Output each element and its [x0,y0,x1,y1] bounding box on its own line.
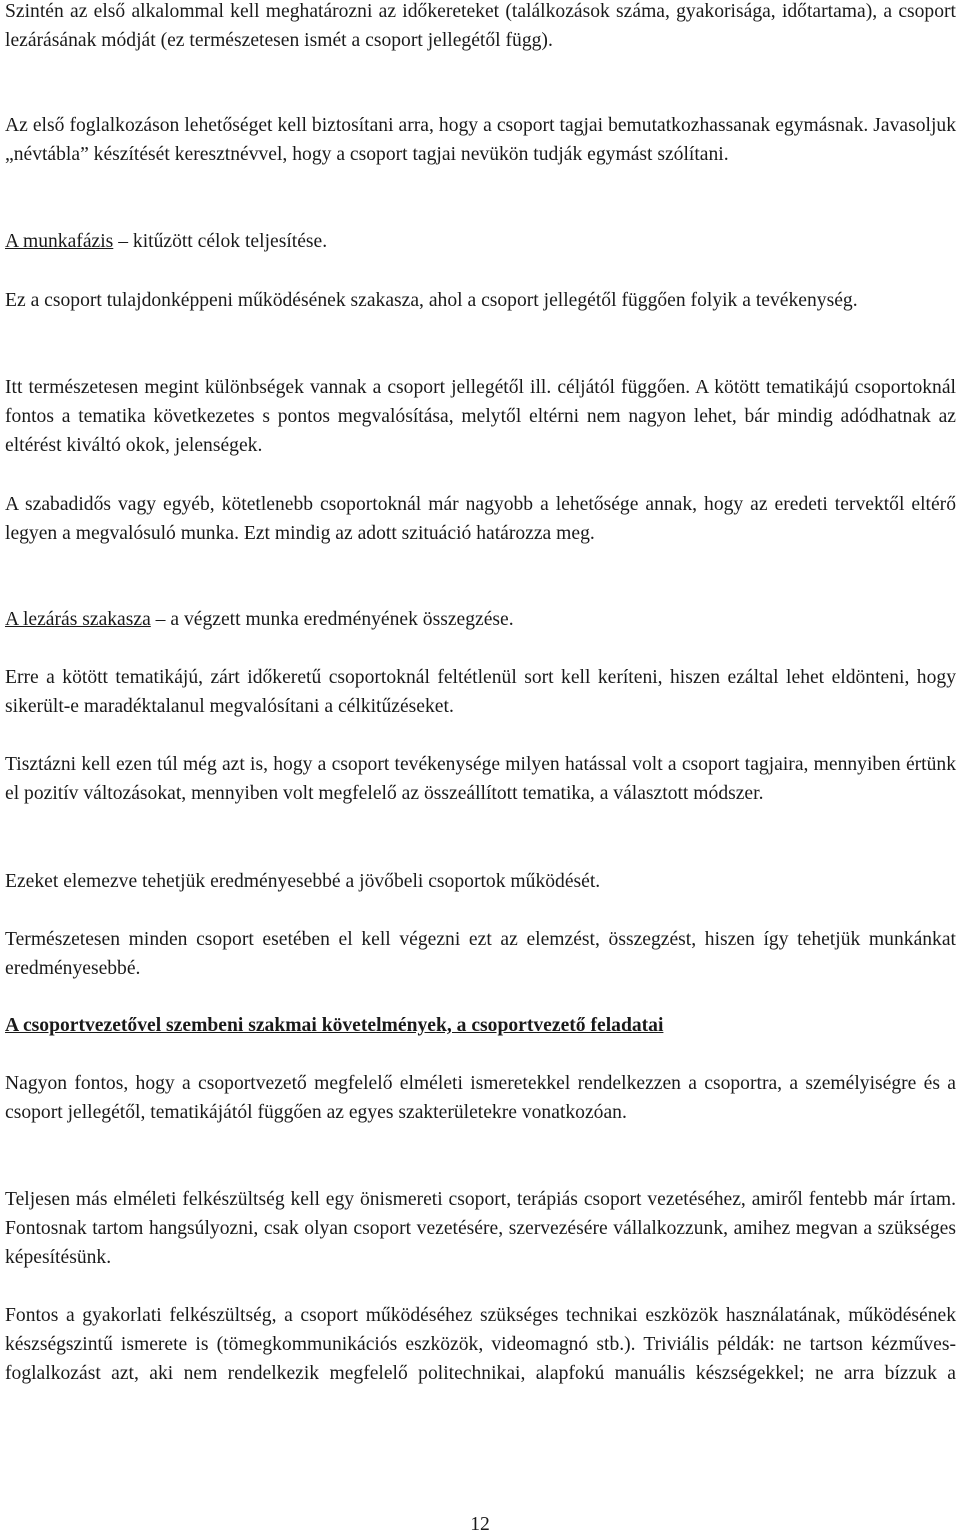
paragraph-theory: Nagyon fontos, hogy a csoportvezető megfelelő elméleti ismeretekkel rendelkezzen a csoportra, a személyiségre és a csoport jellegétől, tematikájától függően az egyes szakterületekre vonatkozóan. [5,1073,956,1123]
paragraph-time-frames: Szintén az első alkalommal kell meghatározni az időkereteket (találkozások száma, gyakorisága, időtartama), a csoport lezárásának módját (ez természetesen ismét a csoport jellegétől függ). [5,1,956,51]
paragraph-closing-phase-title [5,605,956,634]
work-phase-desc: – kitűzött célok teljesítése. [113,231,328,252]
work-phase-label: A munkafázis [5,231,114,252]
paragraph-clarify: Tisztázni kell ezen túl még azt is, hogy a csoport tevékenysége milyen hatással volt a csoport tagjaira, mennyiben értünk el pozitív változásokat, mennyiben volt megfelelő az összeállított tematika, a választott módszer. [5,754,956,804]
closing-phase-desc: – a végzett munka eredményének összegzése. [150,609,514,630]
page-number: 12 [470,1514,490,1535]
paragraph-every-group: Természetesen minden csoport esetében el kell végezni ezt az elemzést, összegzést, hiszen így tehetjük munkánkat eredményesebbé. [5,929,956,979]
paragraph-group-operation: Ez a csoport tulajdonképpeni működésének szakasza, ahol a csoport jellegétől függően folyik a tevékenység. [5,290,858,311]
paragraph-first-session: Az első foglalkozáson lehetőséget kell biztosítani arra, hogy a csoport tagjai bemutatkozhassanak egymásnak. Javasoljuk „névtábla” készítését keresztnévvel, hogy a csoport tagjai nevükön tudják egymást szólítani. [5,115,956,165]
section-heading: A csoportvezetővel szembeni szakmai követelmények, a csoportvezető feladatai [5,1015,664,1036]
paragraph-self-knowledge: Teljesen más elméleti felkészültség kell egy önismereti csoport, terápiás csoport vezetéséhez, amiről fentebb már írtam. Fontosnak tartom hangsúlyozni, csak olyan csoport vezetésére, szervezésére vállalkozzunk, amihez megvan a szükséges képesítésünk. [5,1189,956,1268]
paragraph-work-phase-title [5,227,956,256]
closing-phase-label: A lezárás szakasza [5,609,151,630]
paragraph-differences: Itt természetesen megint különbségek vannak a csoport jellegétől ill. céljától függően. A kötött tematikájú csoportoknál fontos a tematika következetes s pontos megvalósítása, melytől eltérni nem nagyon lehet, bár mindig adódhatnak az eltérést kiváltó okok, jelenségek. [5,377,956,456]
paragraph-practical: Fontos a gyakorlati felkészültség, a csoport működéséhez szükséges technikai eszközök használatának, működésének készségszintű ismerete is (tömegkommunikációs eszközök, videomagnó stb.). Triviális példák: ne tartson kézműves-foglalkozást azt, aki nem rendelkezik megfelelő politechnikai, alapfokú manuális készségekkel; ne arra bízzuk a [5,1305,956,1384]
paragraph-fixed-groups: Erre a kötött tematikájú, zárt időkeretű csoportoknál feltétlenül sort kell keríteni, hiszen ezáltal lehet eldönteni, hogy sikerült-e maradéktalanul megvalósítani a célkitűzéseket. [5,667,956,717]
paragraph-leisure-groups: A szabadidős vagy egyéb, kötetlenebb csoportoknál már nagyobb a lehetősége annak, hogy az eredeti tervektől eltérő legyen a megvalósuló munka. Ezt mindig az adott szituáció határozza meg. [5,494,956,544]
paragraph-analysis: Ezeket elemezve tehetjük eredményesebbé a jövőbeli csoportok működését. [5,871,601,892]
